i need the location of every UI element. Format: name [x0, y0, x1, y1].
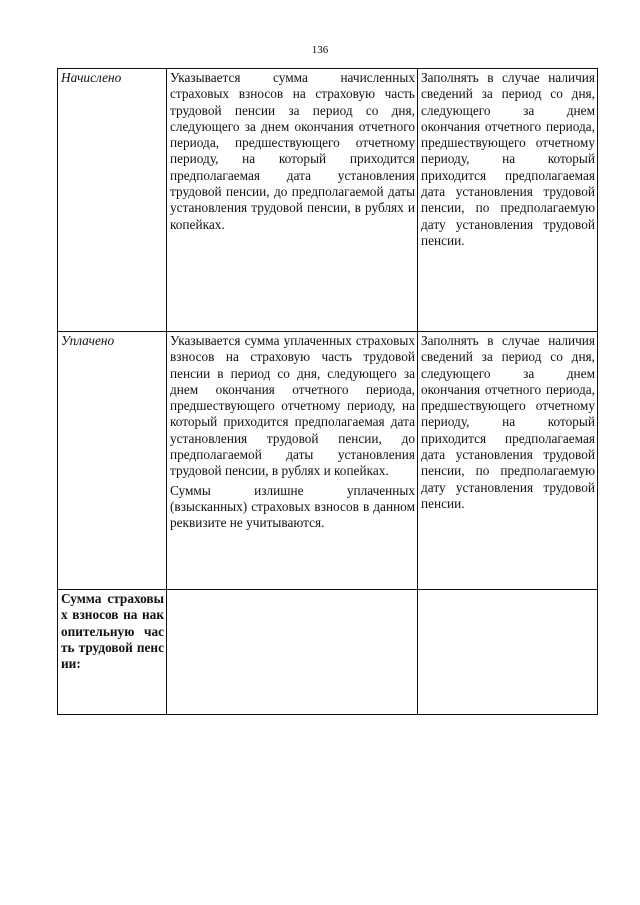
- page-number: 136: [311, 44, 329, 56]
- row-description-accrued: [167, 69, 418, 332]
- table-row-funded-part: [58, 590, 598, 715]
- description-paragraph: Указывается сумма начисленных страховых взносов на страховую часть трудовой пенсии за период со дня, следующего за днем окончания отчетного периода, предшествующего отчетному периоду, на который приходится предполагаемая дата установления трудовой пенсии, до предполагаемой даты установления трудовой пенсии, в рублях и копейках.: [170, 70, 415, 232]
- row-label: Сумма страховых взносов на накопительную часть трудовой пенсии:: [61, 591, 164, 672]
- row-label-funded-part: [58, 590, 167, 715]
- table-row-accrued: [58, 69, 598, 332]
- description-note-paragraph: Суммы излишне уплаченных (взысканных) страховых взносов в данном реквизите не учитываются.: [170, 482, 415, 531]
- row-instruction-accrued: [418, 69, 598, 332]
- row-label-accrued: [58, 69, 167, 332]
- table-row-paid: [58, 332, 598, 590]
- row-label-paid: [58, 332, 167, 590]
- row-label: Начислено: [61, 70, 122, 85]
- requisites-table: [57, 68, 598, 715]
- description-paragraph: Указывается сумма уплаченных страховых взносов на страховую часть трудовой пенсии в период со дня, следующего за днем окончания отчетного периода, предшествующего отчетному периоду, на который приходится предполагаемая дата установления трудовой пенсии, до предполагаемой даты установления трудовой пенсии, в рублях и копейках.: [170, 333, 415, 479]
- row-instruction-paid: [418, 332, 598, 590]
- row-label: Уплачено: [61, 333, 115, 348]
- instruction-paragraph: Заполнять в случае наличия сведений за период со дня, следующего за днем окончания отчетного периода, предшествующего отчетному периоду, на который приходится предполагаемая дата установления трудовой пенсии, по предполагаемую дату установления трудовой пенсии.: [421, 333, 595, 511]
- row-description-funded-part: [167, 590, 418, 715]
- instruction-paragraph: Заполнять в случае наличия сведений за период со дня, следующего за днем окончания отчетного периода, предшествующего отчетному периоду, на который приходится предполагаемая дата установления трудовой пенсии, по предполагаемую дату установления трудовой пенсии.: [421, 70, 595, 248]
- row-instruction-funded-part: [418, 590, 598, 715]
- row-description-paid: [167, 332, 418, 590]
